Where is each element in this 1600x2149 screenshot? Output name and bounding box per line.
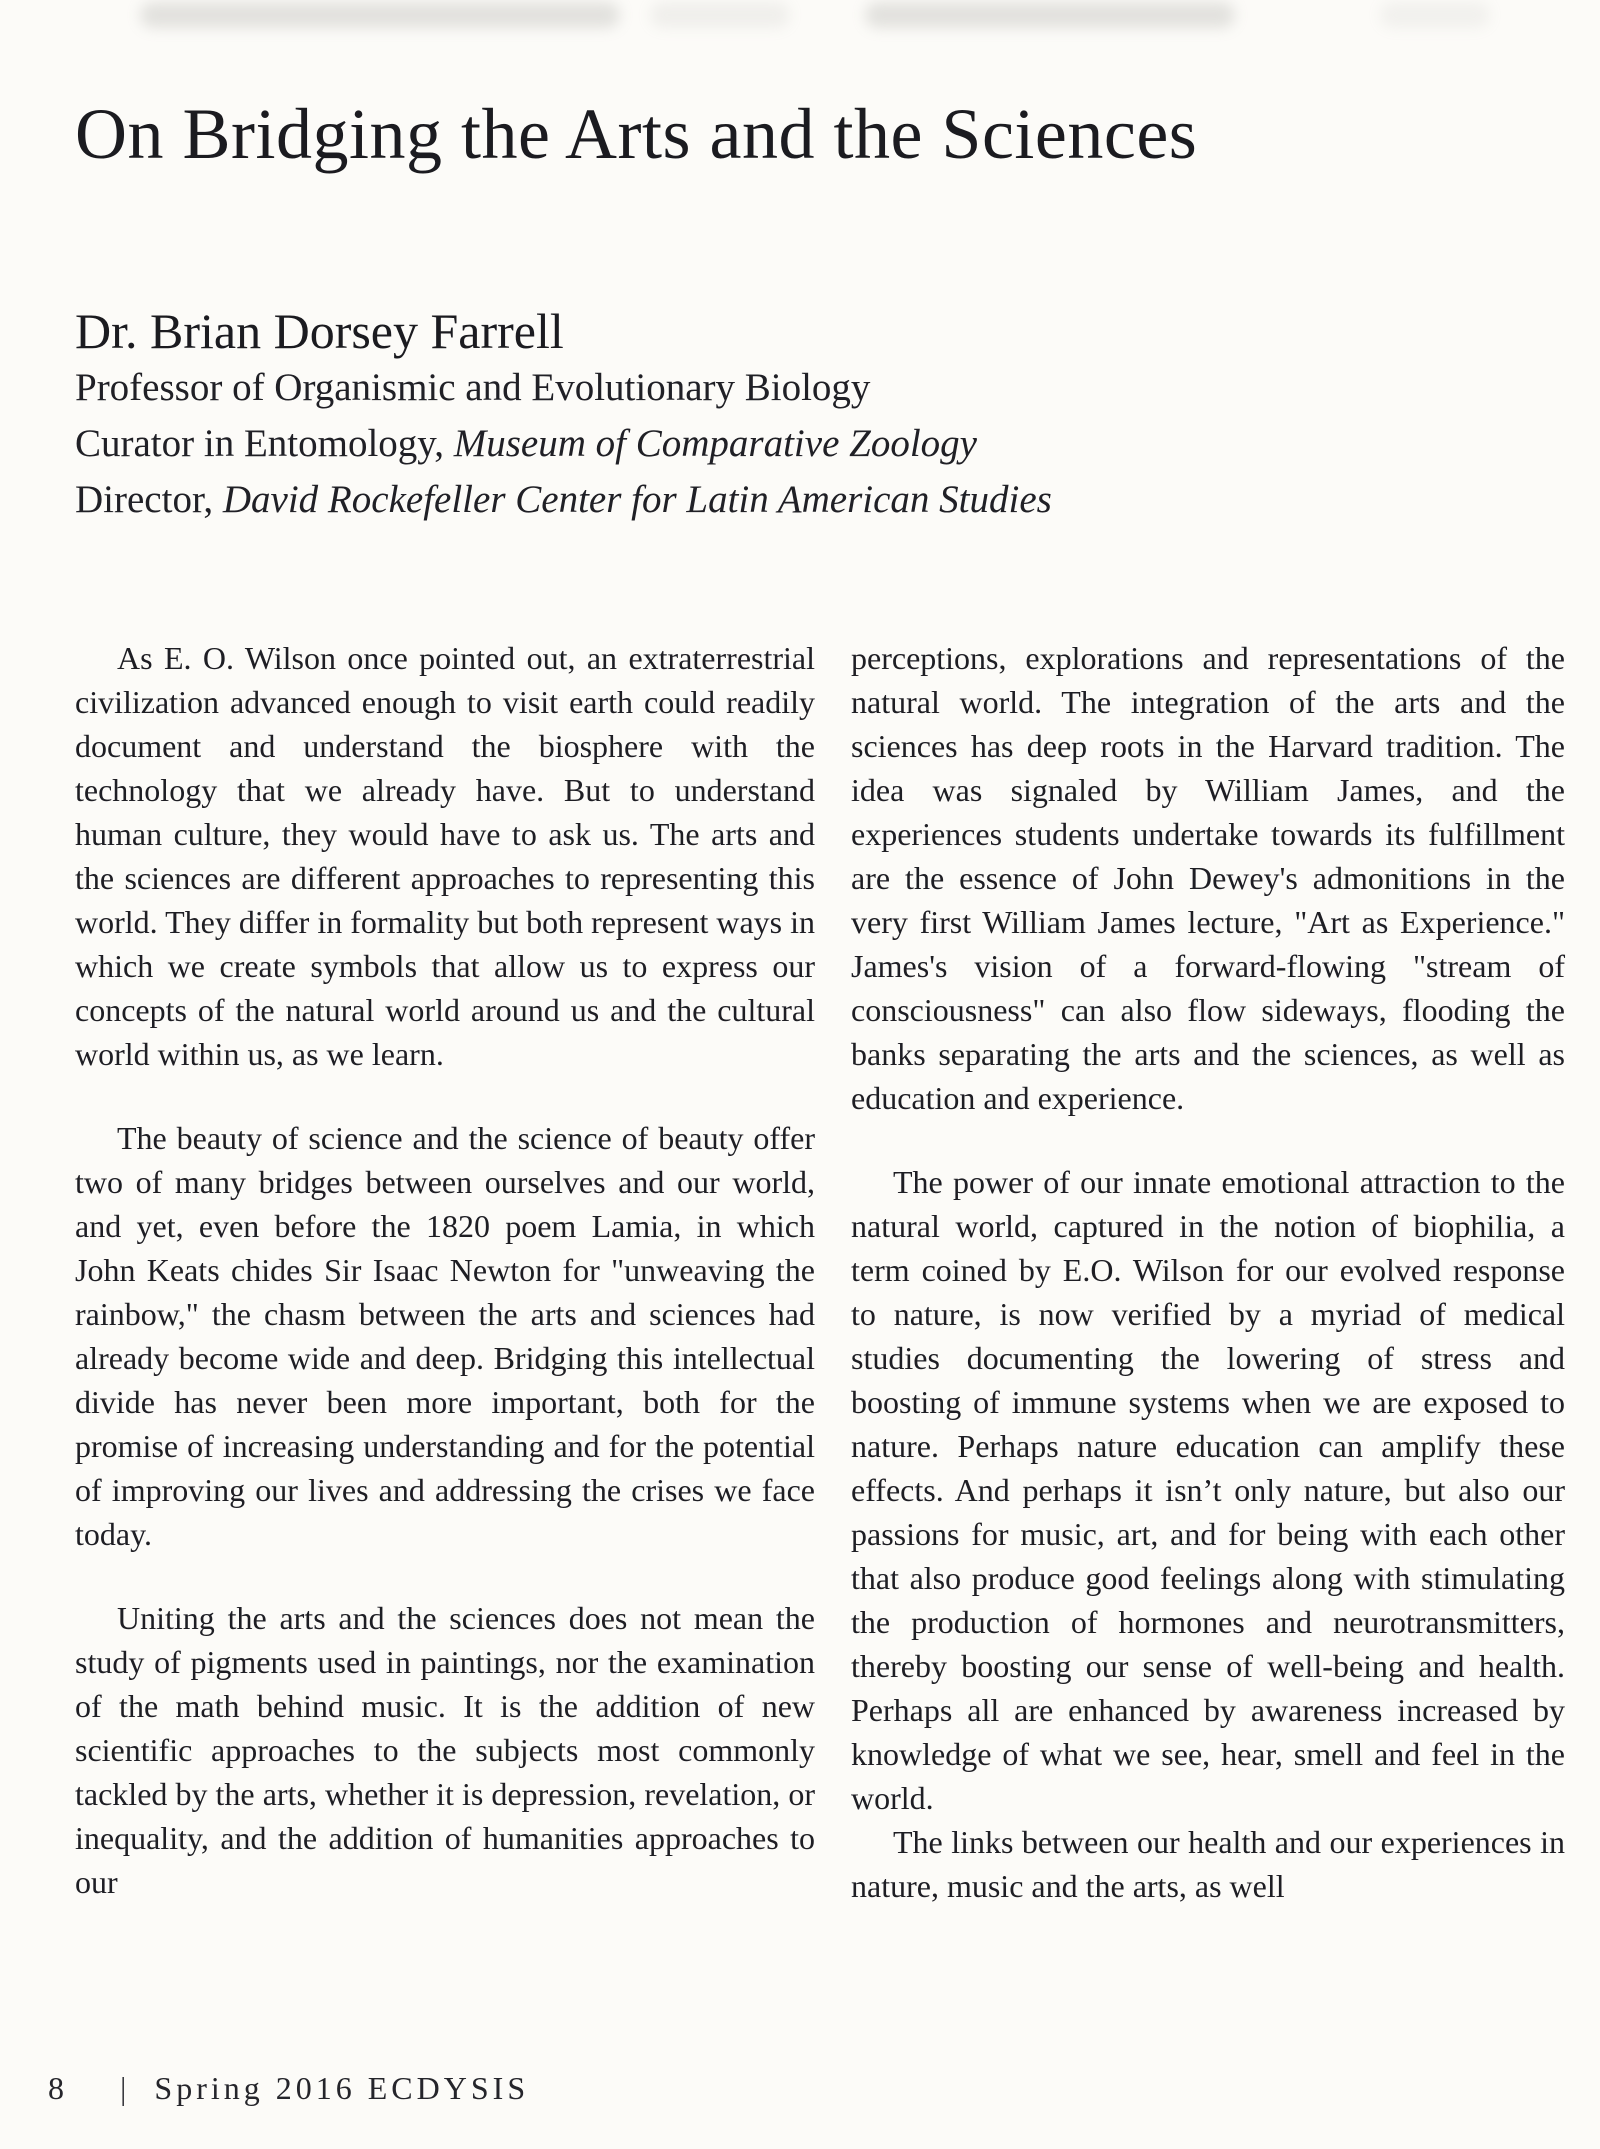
author-role-director bbox=[75, 472, 1564, 528]
author-role-curator-text: Curator in Entomology, bbox=[75, 422, 454, 465]
scan-bleed-artifact bbox=[140, 2, 620, 28]
page-number: 8 bbox=[48, 2070, 66, 2106]
body-paragraph: The links between our health and our experiences in nature, music and the arts, as well bbox=[851, 1824, 1565, 1904]
body-paragraph: Uniting the arts and the sciences does not mean the study of pigments used in paintings, nor the examination of the math behind music. It is the addition of new scientific approaches to the subjects most commonly tackled by the arts, whether it is depression, revelation, or inequality, and the addition of humanities approaches to our bbox=[75, 1600, 815, 1900]
column-right bbox=[851, 636, 1565, 1908]
author-name: Dr. Brian Dorsey Farrell bbox=[75, 303, 564, 359]
body-paragraph: perceptions, explorations and representations of the natural world. The integration of the arts and the sciences has deep roots in the Harvard tradition. The idea was signaled by William James, and the experiences students undertake towards its fulfillment are the essence of John Dewey's admonitions in the very first William James lecture, "Art as Experience." James's vision of a forward-flowing "stream of consciousness" can also flow sideways, flooding the banks separating the arts and the sciences, as well as education and experience. bbox=[851, 640, 1565, 1116]
author-role-curator-affiliation: Museum of Comparative Zoology bbox=[453, 422, 977, 465]
scan-bleed-artifact bbox=[865, 2, 1235, 28]
scan-bleed-artifact bbox=[650, 2, 790, 28]
body-paragraph: The beauty of science and the science of beauty offer two of many bridges between ourselves and our world, and yet, even before the 1820 poem Lamia, in which John Keats chides Sir Isaac Newton for "unweaving the rainbow," the chasm between the arts and sciences had already become wide and deep. Bridging this intellectual divide has never been more important, both for the promise of increasing understanding and for the potential of improving our lives and addressing the crises we face today. bbox=[75, 1120, 815, 1552]
scan-bleed-artifact bbox=[1380, 2, 1490, 28]
body-paragraph: The power of our innate emotional attraction to the natural world, captured in the notion of biophilia, a term coined by E.O. Wilson for our evolved response to nature, is now verified by a myriad of medical studies documenting the lowering of stress and boosting of immune systems when we are exposed to nature. Perhaps nature education can amplify these effects. And perhaps it isn’t only nature, but also our passions for music, art, and for being with each other that also produce good feelings along with stimulating the production of hormones and neurotransmitters, thereby boosting our sense of well-being and health. Perhaps all are enhanced by awareness increased by knowledge of what we see, hear, smell and feel in the world. bbox=[851, 1164, 1565, 1816]
author-role-director-affiliation: David Rockefeller Center for Latin American Studies bbox=[222, 478, 1052, 521]
footer-separator: | bbox=[120, 2070, 129, 2106]
issue-label: Spring 2016 ECDYSIS bbox=[154, 2070, 530, 2106]
article-title: On Bridging the Arts and the Sciences bbox=[75, 94, 1198, 174]
column-left bbox=[75, 636, 815, 1908]
author-role-curator bbox=[75, 416, 1564, 472]
author-role-professor: Professor of Organismic and Evolutionary Biology bbox=[75, 366, 871, 409]
page-footer bbox=[48, 2070, 529, 2107]
author-block bbox=[75, 302, 1564, 528]
author-role-director-text: Director, bbox=[75, 478, 223, 521]
article-body bbox=[75, 636, 1564, 1908]
body-paragraph: As E. O. Wilson once pointed out, an extraterrestrial civilization advanced enough to visit earth could readily document and understand the biosphere with the technology that we already have. But to understand human culture, they would have to ask us. The arts and the sciences are different approaches to representing this world. They differ in formality but both represent ways in which we create symbols that allow us to express our concepts of the natural world around us and the cultural world within us, as we learn. bbox=[75, 640, 815, 1072]
